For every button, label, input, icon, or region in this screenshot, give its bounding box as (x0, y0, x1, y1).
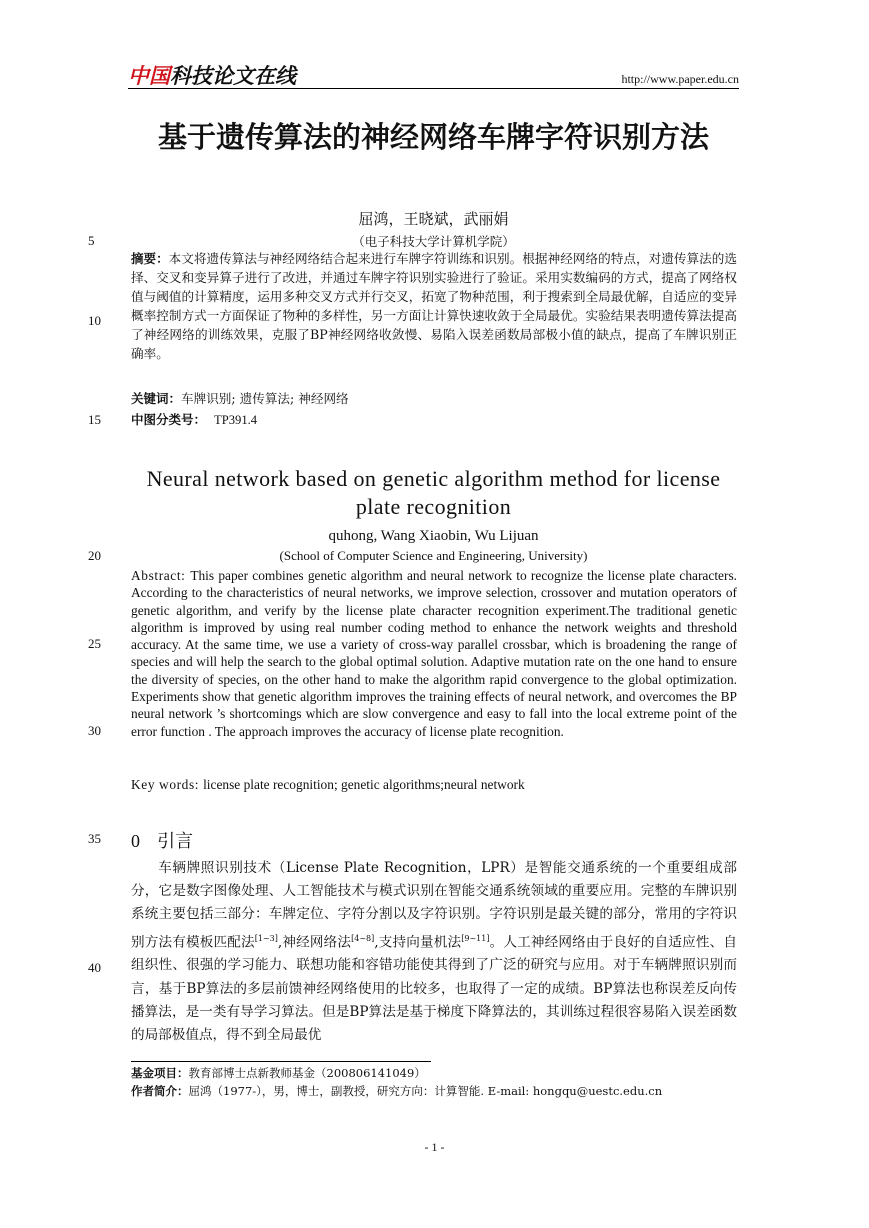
line-number: 30 (88, 723, 101, 738)
affiliation-cn: （电子科技大学计算机学院） (352, 234, 515, 249)
footnote-rule (131, 1061, 431, 1062)
line-number: 40 (88, 960, 101, 975)
logo-black-text: 科技论文在线 (170, 64, 296, 88)
line-number: 25 (88, 636, 101, 651)
abstract-cn (131, 249, 737, 363)
line-number: 20 (88, 548, 101, 563)
intro-paragraph (131, 857, 737, 1047)
citation: [9~11] (461, 933, 490, 943)
authors-en: quhong, Wang Xiaobin, Wu Lijuan (328, 528, 539, 544)
bio-label: 作者简介： (131, 1084, 189, 1098)
affiliation-en: (School of Computer Science and Engineering, University) (279, 548, 588, 563)
line-number: 15 (88, 412, 101, 427)
bio-text: 屈鸿（1977-），男，博士，副教授，研究方向：计算智能. E-mail: hongqu@uestc.edu.cn (188, 1084, 663, 1098)
abstract-en (131, 567, 737, 740)
abstract-en-label: Abstract: (131, 568, 191, 583)
classification (131, 410, 737, 430)
abstract-cn-label: 摘要： (131, 251, 169, 266)
section-number: 0 (131, 831, 140, 851)
header-url[interactable]: http://www.paper.edu.cn (621, 72, 739, 86)
authors-cn: 屈鸿，王晓斌，武丽娟 (358, 210, 509, 228)
keywords-en-text: license plate recognition; genetic algorithms;neural network (203, 777, 525, 792)
keywords-cn-text: 车牌识别; 遗传算法; 神经网络 (181, 391, 349, 406)
logo-red-text: 中国 (128, 64, 170, 88)
citation: [4~8] (351, 933, 375, 943)
section-title: 引言 (157, 831, 194, 852)
keywords-en-label: Key words: (131, 777, 204, 792)
fund-label: 基金项目： (131, 1066, 189, 1080)
abstract-cn-text: 本文将遗传算法与神经网络结合起来进行车牌字符训练和识别。根据神经网络的特点，对遗传算法的选择、交叉和变异算子进行了改进，并通过车牌字符识别实验进行了验证。采用实数编码的方式，提高了网络权值与阈值的计算精度，运用多种交叉方式并行交叉，拓宽了物种范围，利于搜索到全局最优解，自适应的变异概率控制方式一方面保证了物种的多样性，另一方面让计算快速收敛于全局最优。实验结果表明遗传算法提高了神经网络的训练效果，克服了BP神经网络收敛慢、易陷入误差函数局部极小值的缺点，提高了车牌识别正确率。 (131, 251, 737, 361)
keywords-cn-label: 关键词： (131, 391, 182, 406)
paper-title-en: Neural network based on genetic algorithm method for license plate recognition (146, 466, 721, 519)
site-logo (128, 60, 296, 90)
classification-text: TP391.4 (214, 413, 258, 427)
intro-text: ,神经网络法 (277, 934, 352, 951)
citation: [1~3] (254, 933, 278, 943)
page-number: - 1 - (424, 1140, 445, 1154)
section-heading (131, 827, 193, 853)
header-rule (128, 88, 739, 89)
keywords-cn (131, 389, 737, 408)
keywords-en (131, 776, 737, 793)
line-number: 10 (88, 313, 101, 328)
abstract-en-text: This paper combines genetic algorithm and neural network to recognize the license plate characters. According to the characteristics of neural networks, we improve selection, crossover and mutation operators of genetic algorithm, and verify by the license plate character recognition experiment.The traditional genetic algorithm is improved by using real number coding method to enhance the network weights and threshold accuracy. At the same time, we use a variety of cross-way parallel crossbar, which is broadening the range of species and will help the search to the global optimal solution. Adaptive mutation rate on the one hand to ensure the diversity of species, on the other hand to make the algorithm rapid convergence to the global optimization. Experiments show that genetic algorithm improves the training effects of neural network, and overcomes the BP neural network ’s shortcomings which are slow convergence and easy to fall into the local extreme point of the error function . The approach improves the accuracy of license plate recognition. (131, 568, 738, 739)
footnote-bio (131, 1083, 737, 1100)
line-number: 35 (88, 831, 101, 846)
classification-label: 中图分类号： (131, 412, 207, 427)
paper-title-cn: 基于遗传算法的神经网络车牌字符识别方法 (157, 120, 709, 154)
intro-text: ,支持向量机法 (374, 934, 462, 951)
intro-text: 。人工神经网络由于良好的自适应性、自组织性、很强的学习能力、联想功能和容错功能使其得到了广泛的研究与应用。对于车辆牌照识别而言，基于BP算法的多层前馈神经网络使用的比较多，也取得了一定的成绩。BP算法也称误差反向传播算法，是一类有导学习算法。但是BP算法是基于梯度下降算法的，其训练过程很容易陷入误差函数的局部极值点，得不到全局最优 (131, 934, 738, 1043)
intro-text: 车辆牌照识别技术（License Plate Recognition，LPR）是智能交通系统的一个重要组成部分，它是数字图像处理、人工智能技术与模式识别在智能交通系统领域的重要应用。完整的车牌识别系统主要包括三部分：车牌定位、字符分割以及字符识别。字符识别是最关键的部分，常用的字符识别方法有模板匹配法 (131, 860, 737, 951)
line-number: 5 (88, 233, 95, 248)
fund-text: 教育部博士点新教师基金（200806141049） (188, 1066, 426, 1080)
footnote-fund (131, 1065, 737, 1082)
